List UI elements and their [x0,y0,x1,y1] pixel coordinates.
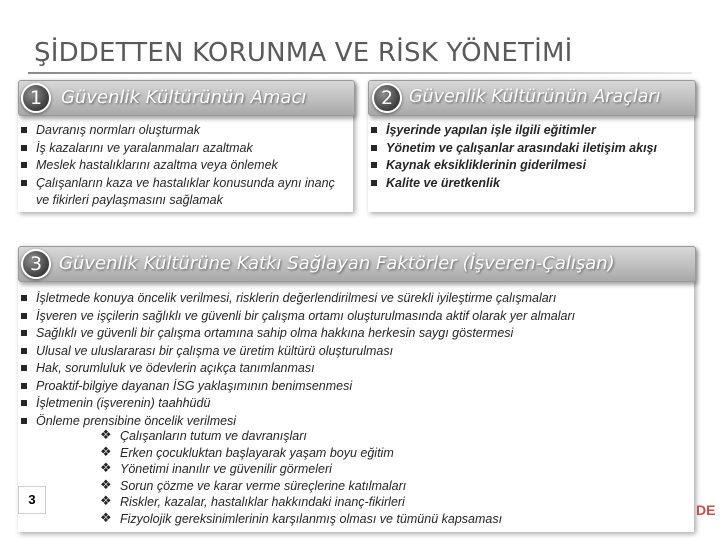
square-bullet-icon [21,330,27,336]
square-bullet-icon [21,162,27,168]
list-item: Davranış normları oluşturmak [18,122,338,140]
square-bullet-icon [371,145,377,151]
list-item: Çalışanların kaza ve hastalıklar konusunda aynı inanç ve fikirleri paylaşmasını sağlamak [18,175,338,210]
sub-list-item: ❖ Riskler, kazalar, hastalıklar hakkındaki inanç-fikirleri [100,494,405,509]
square-bullet-icon [21,313,27,319]
list-item: Kalite ve üretkenlik [368,175,668,193]
section-3-list [18,290,688,430]
section-3-sublist [100,428,590,527]
square-bullet-icon [21,400,27,406]
list-item: İşyerinde yapılan işle ilgili eğitimler [368,122,668,140]
sub-list-item: ❖ Yönetimi inanılır ve güvenilir görmeleri [100,461,332,476]
list-item: Proaktif-bilgiye dayanan İSG yaklaşımının benimsenmesi [18,378,688,396]
square-bullet-icon [21,145,27,151]
diamond-bullet-icon: ❖ [100,494,112,509]
sub-list-item: ❖ Sorun çözme ve karar verme süreçlerine katılmaları [100,477,407,493]
list-item: İşveren ve işçilerin sağlıklı ve güvenli bir çalışma ortamı oluşturulmasında aktif olarak yer almaları [18,308,688,326]
section-3-header [18,246,696,282]
diamond-bullet-icon: ❖ [100,461,112,476]
square-bullet-icon [371,180,377,186]
square-bullet-icon [21,365,27,371]
sub-list-item: ❖ Erken çocukluktan başlayarak yaşam boyu eğitim [100,444,394,460]
section-1-number-badge: 1 [21,83,51,113]
diamond-bullet-icon: ❖ [100,477,112,493]
square-bullet-icon [21,295,27,301]
square-bullet-icon [371,162,377,168]
diamond-bullet-icon: ❖ [100,444,112,460]
section-2-title: Güvenlik Kültürünün Araçları [409,87,661,107]
square-bullet-icon [21,127,27,133]
list-item: Önleme prensibine öncelik verilmesi [18,413,688,431]
list-item: İşletmenin (işverenin) taahhüdü [18,395,688,413]
list-item: İşletmede konuya öncelik verilmesi, risklerin değerlendirilmesi ve sürekli iyileştirme çalışmaları [18,290,688,308]
list-item: Sağlıklı ve güvenli bir çalışma ortamına sahip olma hakkına herkesin saygı göstermesi [18,325,688,343]
page-title: ŞİDDETTEN KORUNMA VE RİSK YÖNETİMİ [34,38,573,68]
square-bullet-icon [21,348,27,354]
list-item: Hak, sorumluluk ve ödevlerin açıkça tanımlanması [18,360,688,378]
square-bullet-icon [371,127,377,133]
section-2-number-badge: 2 [372,83,402,113]
square-bullet-icon [21,418,27,424]
title-divider [28,72,692,74]
section-1-header [18,80,355,116]
section-1-title: Güvenlik Kültürünün Amacı [61,87,307,108]
section-1-list [18,122,338,210]
sub-list-item: ❖ Fizyolojik gereksinimlerinin karşılanmış olması ve tümünü kapsaması [100,510,503,526]
list-item: Yönetim ve çalışanlar arasındaki iletişim akışı [368,140,668,158]
section-2-list [368,122,668,192]
section-2-header [368,80,696,116]
list-item: Meslek hastalıklarını azaltma veya önlemek [18,157,338,175]
list-item: Ulusal ve uluslararası bir çalışma ve üretim kültürü oluşturulması [18,343,688,361]
section-3-number-badge: 3 [21,249,51,279]
page-number: 3 [18,486,46,514]
list-item: Kaynak eksikliklerinin giderilmesi [368,157,668,175]
square-bullet-icon [21,383,27,389]
diamond-bullet-icon: ❖ [100,510,112,526]
section-3-title: Güvenlik Kültürüne Katkı Sağlayan Faktörler (İşveren-Çalışan) [59,253,615,274]
diamond-bullet-icon: ❖ [100,428,112,443]
square-bullet-icon [21,180,27,186]
sub-list-item: ❖ Çalışanların tutum ve davranışları [100,428,307,443]
list-item: İş kazalarını ve yaralanmaları azaltmak [18,140,338,158]
edge-text: DE [696,502,716,518]
